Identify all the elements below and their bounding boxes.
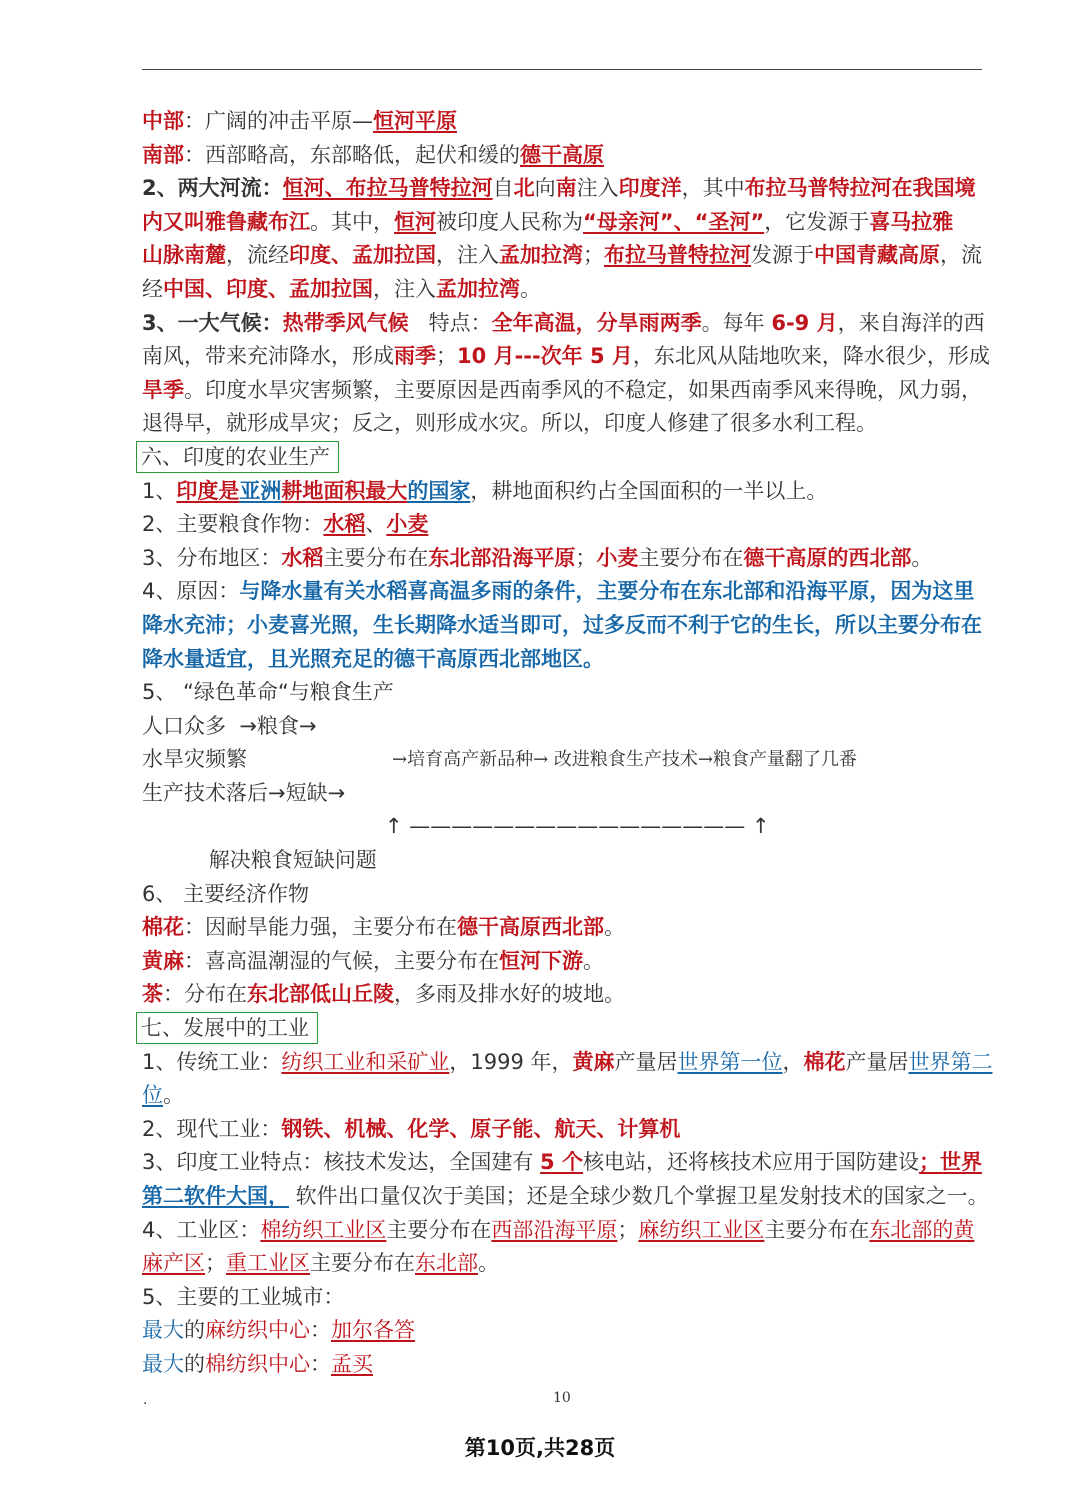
highlight-text: 麻纺织工业区 xyxy=(638,1217,765,1242)
highlight-text: 北 xyxy=(513,176,535,201)
highlight-text: 全年高温，分旱雨两季 xyxy=(491,310,702,335)
text-segment: 4、原因： xyxy=(142,579,240,604)
highlight-text: 德干高原的西北部 xyxy=(743,545,912,570)
highlight-text: 孟加拉湾 xyxy=(436,276,520,301)
text-segment: ： xyxy=(310,1351,331,1376)
text-segment: 1、 xyxy=(142,478,177,503)
highlight-text: 降水量适宜，且光照充足的德干高原西北部地区。 xyxy=(142,646,604,671)
text-segment: 核电站，还将核技术应用于国防建设 xyxy=(582,1150,919,1175)
text-segment: 退得早，就形成旱灾；反之，则形成水灾。所以，印度人修建了很多水利工程。 xyxy=(142,411,877,436)
text-segment: ：广阔的冲击平原— xyxy=(184,109,373,133)
text-segment: 被印度人民称为 xyxy=(436,209,583,234)
text-segment: 2、主要粮食作物： xyxy=(142,512,324,537)
page-footer: 第10页,共28页 xyxy=(464,1436,616,1460)
highlight-text: 印度、孟加拉国 xyxy=(289,243,436,268)
text-segment: 发源于 xyxy=(751,243,814,268)
highlight-text: 亚洲 xyxy=(239,478,282,503)
footer-dot: . xyxy=(143,1392,148,1408)
text-segment: 。 xyxy=(583,948,604,973)
text-segment: ：分布在 xyxy=(163,982,247,1007)
text-segment: 5、 “绿色革命“与粮食生产 xyxy=(142,680,394,705)
highlight-text: 最大 xyxy=(142,1318,184,1343)
text-segment: 产量居 xyxy=(845,1049,909,1074)
highlight-text: 孟加拉湾 xyxy=(499,243,583,268)
highlight-text: 印度是 xyxy=(176,478,240,503)
text-segment: 。 xyxy=(520,276,541,301)
highlight-text: 恒河平原 xyxy=(373,109,457,133)
text-segment: 主要分布在 xyxy=(764,1217,870,1242)
text-segment: 3、印度工业特点：核技术发达，全国建有 xyxy=(142,1150,541,1175)
text-line xyxy=(142,777,984,811)
text-segment: 3、分布地区： xyxy=(142,545,282,570)
text-segment: ； xyxy=(583,243,604,268)
text-line xyxy=(142,1247,984,1281)
text-segment: ：因耐旱能力强，主要分布在 xyxy=(184,915,457,940)
document-body xyxy=(141,105,993,1382)
text-segment: ，1999 年， xyxy=(449,1049,573,1074)
highlight-text: 水稻 xyxy=(323,512,366,537)
section-heading: 六、印度的农业生产 xyxy=(136,441,339,473)
highlight-text: 恒河、布拉马普特拉河 xyxy=(282,176,493,201)
text-line xyxy=(142,1180,989,1214)
text-segment: 。其中， xyxy=(310,209,394,234)
text-line xyxy=(142,206,984,240)
text-segment: ； xyxy=(205,1251,226,1276)
highlight-text: 小麦 xyxy=(386,512,429,537)
text-line xyxy=(142,307,984,341)
text-segment: 主要分布在 xyxy=(310,1251,415,1276)
text-segment: 4、工业区： xyxy=(142,1217,261,1242)
text-segment: 、 xyxy=(365,512,387,537)
text-segment: ； xyxy=(436,344,457,369)
text-segment: ， xyxy=(782,1049,804,1074)
text-segment: 。 xyxy=(163,1083,184,1108)
highlight-text: 中国、印度、孟加拉国 xyxy=(163,276,373,301)
text-segment: 2、现代工业： xyxy=(142,1116,282,1141)
text-line xyxy=(142,407,984,441)
text-segment: ，它发源于 xyxy=(764,209,870,234)
text-segment: ； xyxy=(617,1217,639,1242)
highlight-text: 钢铁、机械、化学、原子能、航天、计算机 xyxy=(281,1116,681,1141)
text-segment: 注入 xyxy=(576,176,619,201)
highlight-text: 内又叫雅鲁藏布江 xyxy=(142,209,310,234)
text-segment: 5、主要的工业城市： xyxy=(142,1284,345,1309)
highlight-text: 黄麻 xyxy=(142,948,184,973)
text-line xyxy=(142,1046,993,1080)
highlight-text: 东北部 xyxy=(415,1251,478,1276)
header-rule xyxy=(142,69,982,70)
highlight-text: 喜马拉雅 xyxy=(869,209,954,234)
highlight-text: 的国家 xyxy=(407,478,471,503)
highlight-text: 3、一大气候： xyxy=(142,310,283,335)
text-segment: 。 xyxy=(604,915,625,940)
text-segment: 。 xyxy=(478,1251,499,1276)
text-segment: 软件出口量仅次于美国；还是全球少数几个掌握卫星发射技术的国家之一。 xyxy=(289,1184,989,1208)
highlight-text: 世界第一位 xyxy=(677,1049,783,1074)
text-line xyxy=(142,844,984,878)
text-segment: 生产技术落后→短缺→ xyxy=(142,780,346,805)
highlight-text: 南部 xyxy=(142,142,184,167)
text-line xyxy=(142,239,984,273)
text-line xyxy=(142,911,984,945)
text-line xyxy=(142,1214,984,1248)
text-line xyxy=(142,609,984,643)
text-segment: 主要分布在 xyxy=(638,545,744,570)
text-line xyxy=(142,575,984,609)
text-line xyxy=(142,676,984,710)
text-line xyxy=(142,978,984,1012)
text-segment: ，其中 xyxy=(681,176,745,201)
text-segment: ，东北风从陆地吹来，降水很少，形成 xyxy=(632,344,990,369)
highlight-text: 10 月---次年 5 月 xyxy=(457,344,633,369)
section-heading: 七、发展中的工业 xyxy=(136,1012,318,1044)
text-line xyxy=(142,475,984,509)
highlight-text: 位 xyxy=(142,1083,163,1108)
text-line xyxy=(142,878,984,912)
feedback-arrow: ↑ ———————————————— ↑ xyxy=(385,814,770,839)
text-segment: ； xyxy=(575,545,597,570)
highlight-text: 山脉南麓 xyxy=(142,243,226,268)
text-segment: ，耕地面积约占全国面积的一半以上。 xyxy=(470,478,828,503)
highlight-text: 与降水量有关水稻喜高温多雨的条件，主要分布在东北部和沿海平原，因为这里 xyxy=(239,579,975,604)
text-segment: ，流 xyxy=(940,243,982,268)
text-segment: ： xyxy=(310,1318,331,1343)
highlight-text: 棉纺织中心 xyxy=(205,1351,310,1376)
text-line xyxy=(142,172,984,206)
highlight-text: 黄麻 xyxy=(572,1049,615,1074)
highlight-text: 孟买 xyxy=(331,1351,373,1376)
text-line xyxy=(142,441,984,475)
text-segment: 。印度水旱灾害频繁，主要原因是西南季风的不稳定，如果西南季风来得晚，风力弱， xyxy=(184,377,982,402)
highlight-text: 第二软件大国， xyxy=(142,1184,289,1208)
highlight-text: 布拉马普特拉河在我国境 xyxy=(744,176,976,201)
highlight-text: 重工业区 xyxy=(226,1251,310,1276)
highlight-text: 2、两大河流： xyxy=(142,176,283,201)
text-segment: 主要分布在 xyxy=(323,545,429,570)
text-line xyxy=(142,1012,984,1046)
highlight-text: 棉纺织工业区 xyxy=(260,1217,387,1242)
text-segment: 向 xyxy=(534,176,556,201)
highlight-text: 印度洋 xyxy=(618,176,682,201)
highlight-text: 世界第二 xyxy=(908,1049,993,1074)
highlight-text: 棉花 xyxy=(142,915,184,940)
text-segment: ：西部略高，东部略低，起伏和缓的 xyxy=(184,142,520,167)
text-line xyxy=(142,1348,984,1382)
text-line xyxy=(142,139,984,173)
highlight-text: 5 个 xyxy=(540,1150,583,1175)
highlight-text: 纺织工业和采矿业 xyxy=(281,1049,450,1074)
highlight-text: 6-9 月 xyxy=(771,310,838,335)
text-line xyxy=(142,1281,984,1315)
text-line xyxy=(142,643,984,677)
highlight-text: 耕地面积最大 xyxy=(281,478,408,503)
text-line xyxy=(142,374,984,408)
flow-right-chain: →培育高产新品种→ 改进粮食生产技术→粮食产量翻了几番 xyxy=(392,749,857,771)
highlight-text: 旱季 xyxy=(142,377,184,402)
text-segment: ，来自海洋的西 xyxy=(837,310,985,335)
text-line xyxy=(142,1113,984,1147)
text-line xyxy=(142,1314,984,1348)
text-segment: 经 xyxy=(142,276,163,301)
highlight-text: 茶 xyxy=(142,982,163,1007)
highlight-text: 东北部低山丘陵 xyxy=(247,982,394,1007)
highlight-text: 棉花 xyxy=(803,1049,846,1074)
highlight-text: 南 xyxy=(555,176,577,201)
highlight-text: 东北部沿海平原 xyxy=(428,545,576,570)
text-line xyxy=(142,105,984,139)
highlight-text: 雨季 xyxy=(394,344,436,369)
text-segment: ：喜高温潮湿的气候，主要分布在 xyxy=(184,948,499,973)
text-line xyxy=(142,743,984,777)
text-segment: ，注入 xyxy=(436,243,499,268)
highlight-text: 中部 xyxy=(142,109,184,133)
highlight-text: “母亲河”、“圣河” xyxy=(583,209,765,234)
text-line xyxy=(142,542,984,576)
text-segment: 特点： xyxy=(408,310,492,335)
highlight-text: 麻纺织中心 xyxy=(205,1318,310,1343)
text-line xyxy=(142,1079,984,1113)
text-segment: 的 xyxy=(184,1318,205,1343)
highlight-text: 德干高原西北部 xyxy=(457,915,604,940)
highlight-text: 麻产区 xyxy=(142,1251,205,1276)
text-segment: 的 xyxy=(184,1351,205,1376)
text-segment: 6、 主要经济作物 xyxy=(142,881,310,906)
highlight-text: 东北部的黄 xyxy=(869,1217,975,1242)
text-segment: ，注入 xyxy=(373,276,436,301)
text-line xyxy=(142,1146,984,1180)
text-segment: 产量居 xyxy=(614,1049,678,1074)
text-segment: 1、传统工业： xyxy=(142,1049,282,1074)
highlight-text: ；世界 xyxy=(918,1150,982,1175)
highlight-text: 降水充沛；小麦喜光照，生长期降水适当即可，过多反而不利于它的生长，所以主要分布在 xyxy=(142,612,982,637)
highlight-text: 加尔各答 xyxy=(331,1318,415,1343)
text-segment: 主要分布在 xyxy=(386,1217,492,1242)
highlight-text: 恒河下游 xyxy=(499,948,583,973)
highlight-text: 最大 xyxy=(142,1351,184,1376)
text-segment: 人口众多 →粮食→ xyxy=(142,713,317,738)
flow-left-label: 水旱灾频繁 xyxy=(142,747,247,772)
highlight-text: 西部沿海平原 xyxy=(491,1217,618,1242)
text-line xyxy=(142,508,984,542)
highlight-text: 德干高原 xyxy=(520,142,604,167)
highlight-text: 热带季风气候 xyxy=(282,310,409,335)
text-line xyxy=(142,273,984,307)
text-line xyxy=(142,340,990,374)
page-number: 10 xyxy=(553,1390,571,1406)
text-line xyxy=(142,710,984,744)
text-segment: ，流经 xyxy=(226,243,289,268)
text-segment: 南风，带来充沛降水，形成 xyxy=(142,344,394,369)
highlight-text: 布拉马普特拉河 xyxy=(604,243,751,268)
highlight-text: 恒河 xyxy=(394,209,436,234)
highlight-text: 中国青藏高原 xyxy=(814,243,940,268)
text-line xyxy=(142,810,984,844)
text-segment: ，多雨及排水好的坡地。 xyxy=(394,982,625,1007)
text-segment: 自 xyxy=(492,176,514,201)
highlight-text: 水稻 xyxy=(281,545,324,570)
text-segment: 解决粮食短缺问题 xyxy=(142,848,377,873)
text-line xyxy=(142,945,984,979)
text-segment: 。每年 xyxy=(701,310,772,335)
text-segment: 。 xyxy=(911,545,933,570)
highlight-text: 小麦 xyxy=(596,545,639,570)
